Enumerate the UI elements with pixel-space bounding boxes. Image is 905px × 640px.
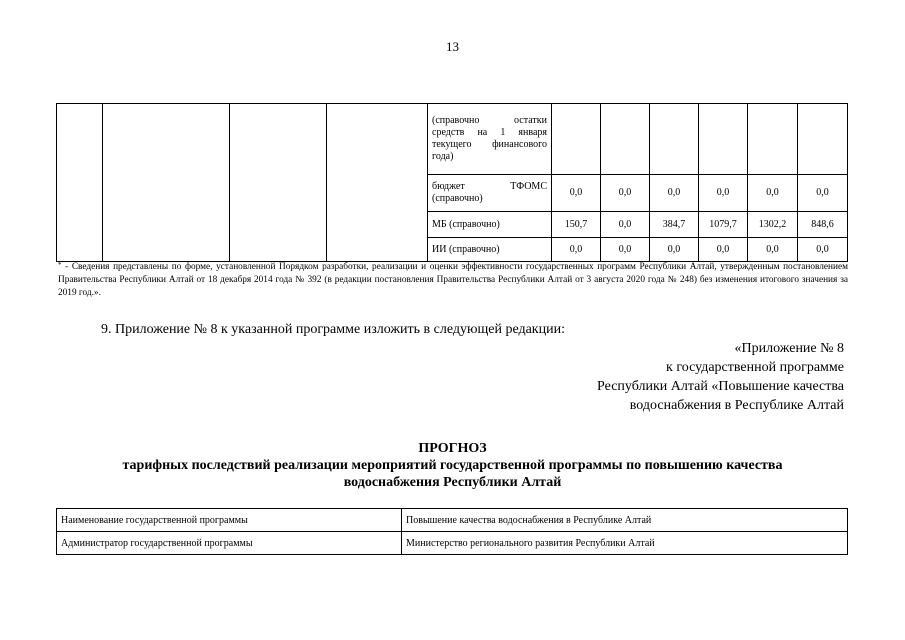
footnote-text: - Сведения представлены по форме, установленной Порядком разработки, реализации и оценки эффективности государственных программ Республики Алтай, утвержденным постановлением Правительства Республики Алтай от 18 декабря 2014 года № 392 (в редакции постановления Правительства Республики Алтай от 3 августа 2020 года № 248) без изменения итогового значения за 2019 год.». bbox=[58, 262, 848, 298]
table-cell-empty bbox=[230, 104, 327, 262]
table-row bbox=[57, 104, 848, 175]
title-line: водоснабжения Республики Алтай bbox=[343, 475, 562, 490]
row-value: 150,7 bbox=[552, 212, 601, 238]
row-value: 0,0 bbox=[748, 238, 798, 262]
table-cell-empty bbox=[57, 104, 103, 262]
footnote bbox=[58, 261, 848, 300]
title-line: ПРОГНОЗ bbox=[418, 441, 487, 456]
appendix-header bbox=[444, 339, 844, 415]
page-number: 13 bbox=[446, 39, 459, 54]
appendix-line: «Приложение № 8 bbox=[734, 341, 844, 356]
row-value bbox=[650, 104, 699, 175]
appendix-line: Республики Алтай «Повышение качества bbox=[597, 379, 844, 394]
row-value: 0,0 bbox=[552, 175, 601, 212]
row-value: 0,0 bbox=[798, 238, 848, 262]
item-9-paragraph: 9. Приложение № 8 к указанной программе изложить в следующей редакции: bbox=[101, 322, 565, 337]
budget-table bbox=[56, 103, 848, 262]
row-value bbox=[748, 104, 798, 175]
row-value: 384,7 bbox=[650, 212, 699, 238]
table-row bbox=[57, 509, 848, 532]
row-value: Министерство регионального развития Республики Алтай bbox=[402, 532, 848, 555]
table-cell-empty bbox=[103, 104, 230, 262]
row-value: 0,0 bbox=[699, 175, 748, 212]
row-value: 0,0 bbox=[699, 238, 748, 262]
row-value: 0,0 bbox=[798, 175, 848, 212]
row-value bbox=[552, 104, 601, 175]
appendix-line: водоснабжения в Республике Алтай bbox=[629, 398, 844, 413]
row-value: 0,0 bbox=[601, 175, 650, 212]
title-line: тарифных последствий реализации мероприятий государственной программы по повышению качества bbox=[122, 458, 783, 473]
row-value: 0,0 bbox=[601, 238, 650, 262]
footnote-marker: * bbox=[58, 261, 62, 269]
row-value bbox=[798, 104, 848, 175]
row-value: 0,0 bbox=[552, 238, 601, 262]
row-label: МБ (справочно) bbox=[428, 212, 552, 238]
program-info-table bbox=[56, 508, 848, 555]
row-value: 0,0 bbox=[748, 175, 798, 212]
table-row bbox=[57, 532, 848, 555]
row-label: Администратор государственной программы bbox=[57, 532, 402, 555]
row-value: 1079,7 bbox=[699, 212, 748, 238]
row-value: 1302,2 bbox=[748, 212, 798, 238]
row-value: 0,0 bbox=[650, 238, 699, 262]
row-label: (справочно остатки средств на 1 января текущего финансового года) bbox=[428, 104, 552, 175]
row-value: 848,6 bbox=[798, 212, 848, 238]
row-label: ИИ (справочно) bbox=[428, 238, 552, 262]
document-title bbox=[0, 440, 905, 491]
row-value bbox=[699, 104, 748, 175]
row-value bbox=[601, 104, 650, 175]
row-label: бюджет ТФОМС (справочно) bbox=[428, 175, 552, 212]
row-value: 0,0 bbox=[601, 212, 650, 238]
appendix-line: к государственной программе bbox=[666, 360, 844, 375]
table-cell-empty bbox=[327, 104, 428, 262]
row-value: 0,0 bbox=[650, 175, 699, 212]
row-value: Повышение качества водоснабжения в Республике Алтай bbox=[402, 509, 848, 532]
row-label: Наименование государственной программы bbox=[57, 509, 402, 532]
